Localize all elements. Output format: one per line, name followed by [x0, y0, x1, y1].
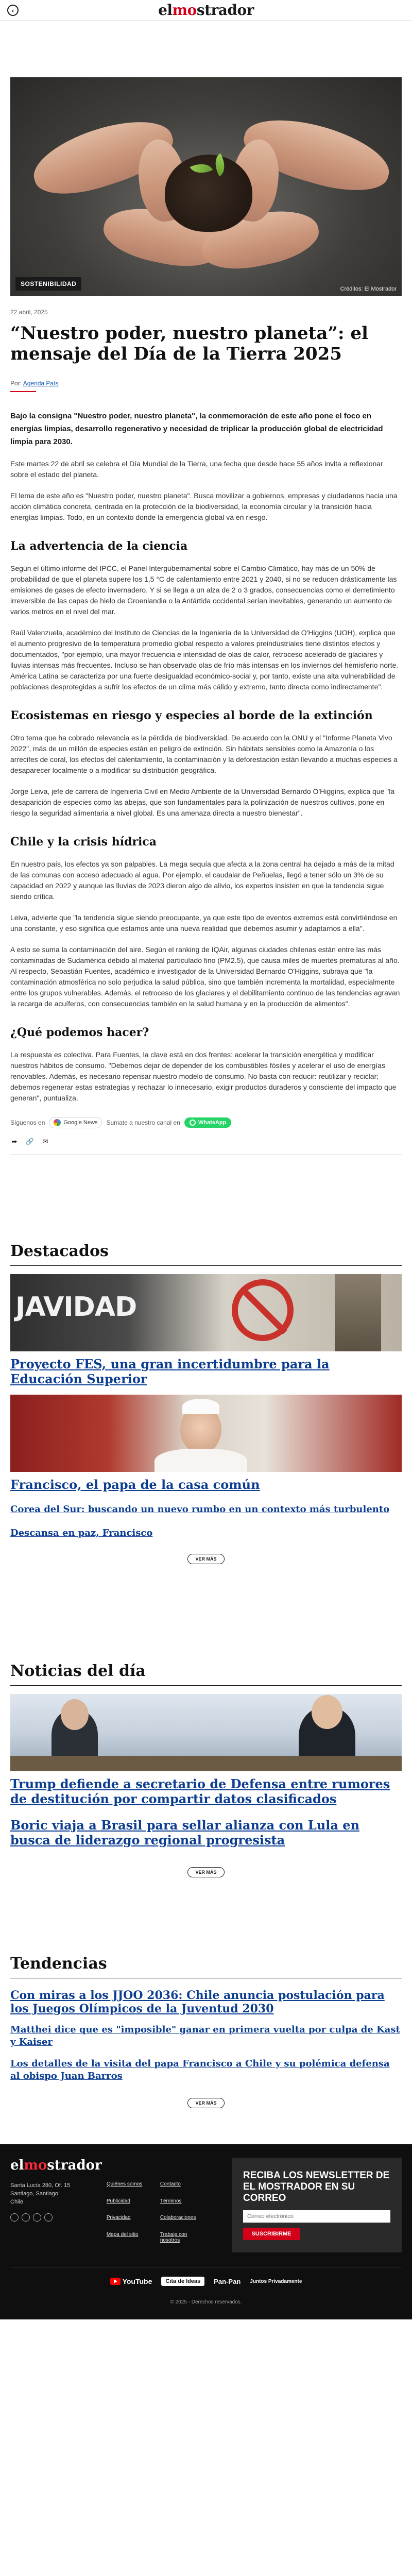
hero-image [10, 77, 402, 296]
share-bar [10, 1138, 402, 1155]
share-icon[interactable]: ➦ [11, 1138, 18, 1145]
mail-icon[interactable]: ✉ [42, 1138, 48, 1145]
newsletter-title: RECIBA LOS NEWSLETTER DE EL MOSTRADOR EN SU CORREO [243, 2170, 390, 2204]
x-icon[interactable] [22, 2213, 30, 2222]
article-date: 22 abril, 2025 [10, 309, 48, 316]
footer-link[interactable]: Publicidad [106, 2198, 130, 2204]
section-heading: ¿Qué podemos hacer? [10, 1026, 149, 1039]
article-title: “Nuestro poder, nuestro planeta”: el mensaje del Día de la Tierra 2025 [10, 323, 368, 364]
author-link[interactable]: Agenda País [23, 380, 59, 387]
facebook-icon[interactable] [10, 2213, 19, 2222]
back-button[interactable] [7, 5, 19, 16]
partner-logo[interactable]: Juntos Privadamente [250, 2278, 302, 2284]
site-footer [0, 2144, 412, 2319]
paragraph: Según el último informe del IPCC, el Panel Intergubernamental sobre el Cambio Climático, hay más de un 50% de probabilidad de que el planeta supere los 1,5 °C de calentamiento entre 2021 y 2040, si no se reducen drásticamente las emisiones de gases de efecto invernadero. Y si se llega a un alza de 2 o 3 grados, consecuencias como el derretimiento irreversible de las capas de hielo de Groenlandia o la Antártida occidental serían inevitables, generando un aumento de varios metros en el nivel del mar. [10, 564, 397, 616]
partner-logos [10, 2267, 402, 2286]
protest-sign-text: JAVIDAD [15, 1292, 137, 1323]
section-heading: La advertencia de la ciencia [10, 539, 188, 553]
section-title: Tendencias [10, 1955, 402, 1978]
section-heading: Ecosistemas en riesgo y especies al borde de la extinción [10, 709, 373, 722]
google-news-button[interactable]: Google News [49, 1117, 102, 1128]
whatsapp-button[interactable]: WhatsApp [184, 1117, 231, 1128]
see-more-button[interactable]: VER MÁS [187, 1867, 225, 1877]
paragraph: Otro tema que ha cobrado relevancia es la pérdida de biodiversidad. De acuerdo con la ONU y el "Informe Planeta Vivo 2022", más de un millón de especies están en peligro de extinción. Sin hábitats sensibles como la Amazonía o los arrecifes de coral, los efectos del calentamiento, la contaminación y la deforestación están llevando a muchas especies a desaparecer localmente o a modificar su distribución geográfica. [10, 734, 398, 774]
noticias-section [0, 1662, 412, 1877]
paragraph: Raúl Valenzuela, académico del Instituto de Ciencias de la Ingeniería de la Universidad de O'Higgins (UOH), explica que el aumento progresivo de la temperatura promedio global respecto a valores preindustriales tiene distintos efectos y documentados, "por ejemplo, una mayor frecuencia e intensidad de olas de calor, retroceso acelerado de glaciares y lluvias intensas más frecuentes. Incluso se han observado olas de frío más intensas en los inviernos del hemisferio norte. América Latina se caracteriza por una fuerte desigualdad económico-social y, por tanto, existe una alta vulnerabilidad de poblaciones desprotegidas a sufrir los efectos de un clima más cálido y extremo, tanto directa como indirectamente". [10, 629, 399, 691]
paragraph: A esto se suma la contaminación del aire. Según el ranking de IQAir, algunas ciudades chilenas están entre las más contaminadas de Sudamérica debido al material particulado fino (PM2.5), que causa miles de muertes prematuras al año. Al respecto, Sebastián Fuentes, académico e investigador de la Universidad Bernardo O'Higgins, subraya que "la contaminación atmosférica no solo perjudica la salud pública, sino que también incrementa la mortalidad, especialmente entre los grupos vulnerables. Además, el retroceso de los glaciares y el debilitamiento continuo de las tendencias agravan la recarga de acuíferos, con consecuencias también en la salud humana y en la producción de alimentos". [10, 945, 400, 1008]
see-more-button[interactable]: VER MÁS [187, 1554, 225, 1564]
social-links [10, 2213, 102, 2222]
partner-logo[interactable]: Pan-Pan [214, 2277, 241, 2285]
article-link[interactable]: Proyecto FES, una gran incertidumbre para la Educación Superior [10, 1357, 330, 1386]
card-image[interactable] [10, 1395, 402, 1472]
copyright: © 2025 - Derechos reservados. [170, 2299, 242, 2305]
paragraph: En nuestro país, los efectos ya son palpables. La mega sequía que afecta a la zona central ha dejado a más de la mitad de las comunas con acceso adecuado al agua. Por ejemplo, el caudalar de Peñuelas, llegó a tener sólo un 3% de su capacidad en 2022 y aunque las lluvias de 2023 dieron algo de alivio, los expertos insisten en que la tendencia sigue siendo crítica. [10, 860, 394, 901]
newsletter-box [232, 2158, 402, 2252]
tendencias-section [0, 1955, 412, 2108]
site-logo[interactable]: elmostrador [158, 2, 254, 19]
section-title: Destacados [10, 1242, 402, 1266]
section-title: Noticias del día [10, 1662, 402, 1686]
article-link[interactable]: Boric viaja a Brasil para sellar alianza con Lula en busca de liderazgo regional progresista [10, 1818, 359, 1848]
paragraph: Este martes 22 de abril se celebra el Día Mundial de la Tierra, una fecha que desde hace 55 años invita a reflexionar sobre el estado del planeta. [10, 460, 383, 479]
instagram-icon[interactable] [33, 2213, 41, 2222]
article-link[interactable]: Corea del Sur: buscando un nuevo rumbo en un contexto más turbulento [10, 1504, 390, 1515]
footer-link[interactable]: Quiénes somos [106, 2181, 143, 2187]
paragraph: El lema de este año es "Nuestro poder, nuestro planeta". Busca movilizar a gobiernos, empresas y ciudadanos hacia una acción climática concreta, centrada en la protección de la biodiversidad, la economía circular y la transición hacia energías limpias. Todo, en un contexto donde la emergencia global va en riesgo. [10, 492, 398, 521]
footer-address: Santa Lucía 280, Of. 15 Santiago, Santiago Chile [10, 2182, 71, 2205]
youtube-play-icon [110, 2278, 121, 2285]
footer-link[interactable]: Trabaja con nosotros [160, 2231, 187, 2243]
paragraph: Jorge Leiva, jefe de carrera de Ingeniería Civil en Medio Ambiente de la Universidad Bernardo O'Higgins, explica que "la desaparición de especies como las abejas, que son fundamentales para la polinización de nuestros cultivos, pone en riesgo la seguridad alimentaria a nivel global. Es una amenaza directa a nuestro bienestar". [10, 787, 395, 817]
category-badge[interactable]: SOSTENIBILIDAD [15, 277, 81, 291]
youtube-logo[interactable]: YouTube [110, 2277, 152, 2285]
footer-logo[interactable]: elmostrador [10, 2158, 102, 2173]
divider [10, 391, 36, 392]
destacados-section [0, 1242, 412, 1564]
chevron-left-icon: ‹ [11, 6, 14, 14]
card-image[interactable] [10, 1694, 402, 1771]
paragraph: La respuesta es colectiva. Para Fuentes, la clave está en dos frentes: acelerar la transición energética y modificar nuestros hábitos de consumo. "Debemos dejar de depender de los combustibles fósiles y acelerar el uso de energías renovables. Además, es necesario repensar nuestro modelo de consumo. No basta con reducir: reutilizar y reciclar; debemos regenerar estas estrategias y rechazar lo innecesario, exigir productos duraderos y consciente del impacto que generan", puntualiza. [10, 1050, 397, 1102]
partner-logo[interactable]: Cita de Ideas [161, 2277, 204, 2286]
image-credit: Créditos: El Mostrador [340, 286, 397, 292]
link-icon[interactable]: 🔗 [25, 1138, 35, 1145]
article [0, 309, 412, 1155]
linkedin-icon[interactable] [44, 2213, 53, 2222]
newsletter-subscribe-button[interactable]: SUSCRIBIRME [243, 2228, 300, 2240]
footer-link[interactable]: Términos [160, 2198, 182, 2204]
whatsapp-icon [190, 1120, 196, 1126]
card-image[interactable] [10, 1274, 402, 1351]
author-byline: Por: Agenda País [10, 380, 59, 387]
footer-brand [10, 2158, 102, 2252]
google-icon [54, 1119, 61, 1126]
article-link[interactable]: Trump defiende a secretario de Defensa entre rumores de destitución por compartir datos clasificados [10, 1776, 390, 1806]
article-link[interactable]: Los detalles de la visita del papa Francisco a Chile y su polémica defensa al obispo Juan Barros [10, 2058, 390, 2081]
footer-links [107, 2181, 207, 2252]
footer-link[interactable]: Mapa del sitio [106, 2231, 139, 2238]
article-lead: Bajo la consigna "Nuestro poder, nuestro planeta", la conmemoración de este año pone el foco en energías limpias, desarrollo regenerativo y necesidad de triplicar la producción global de electricidad limpia para 2030. [10, 412, 383, 446]
footer-link[interactable]: Colaboraciones [160, 2215, 196, 2221]
top-bar [0, 0, 412, 21]
newsletter-email-input[interactable] [243, 2210, 390, 2223]
article-link[interactable]: Descansa en paz, Francisco [10, 1528, 153, 1538]
article-link[interactable]: Con miras a los JJOO 2036: Chile anuncia postulación para los Juegos Olímpicos de la Juventud 2030 [10, 1989, 385, 2015]
article-link[interactable]: Francisco, el papa de la casa común [10, 1477, 260, 1492]
section-heading: Chile y la crisis hídrica [10, 835, 157, 849]
footer-link[interactable]: Contacto [160, 2181, 181, 2187]
follow-row: Síguenos en Google News Sumate a nuestro canal en WhatsApp [10, 1117, 402, 1128]
see-more-button[interactable]: VER MÁS [187, 2098, 225, 2108]
footer-link[interactable]: Privacidad [106, 2215, 131, 2221]
paragraph: Leiva, advierte que "la tendencia sigue siendo preocupante, ya que este tipo de eventos extremos está convirtiéndose en una constante, y eso significa que estamos ante una nueva realidad que debemos asumir y adaptarnos a ella". [10, 913, 398, 933]
article-link[interactable]: Matthei dice que es "imposible" ganar en primera vuelta por culpa de Kast y Kaiser [10, 2024, 400, 2047]
